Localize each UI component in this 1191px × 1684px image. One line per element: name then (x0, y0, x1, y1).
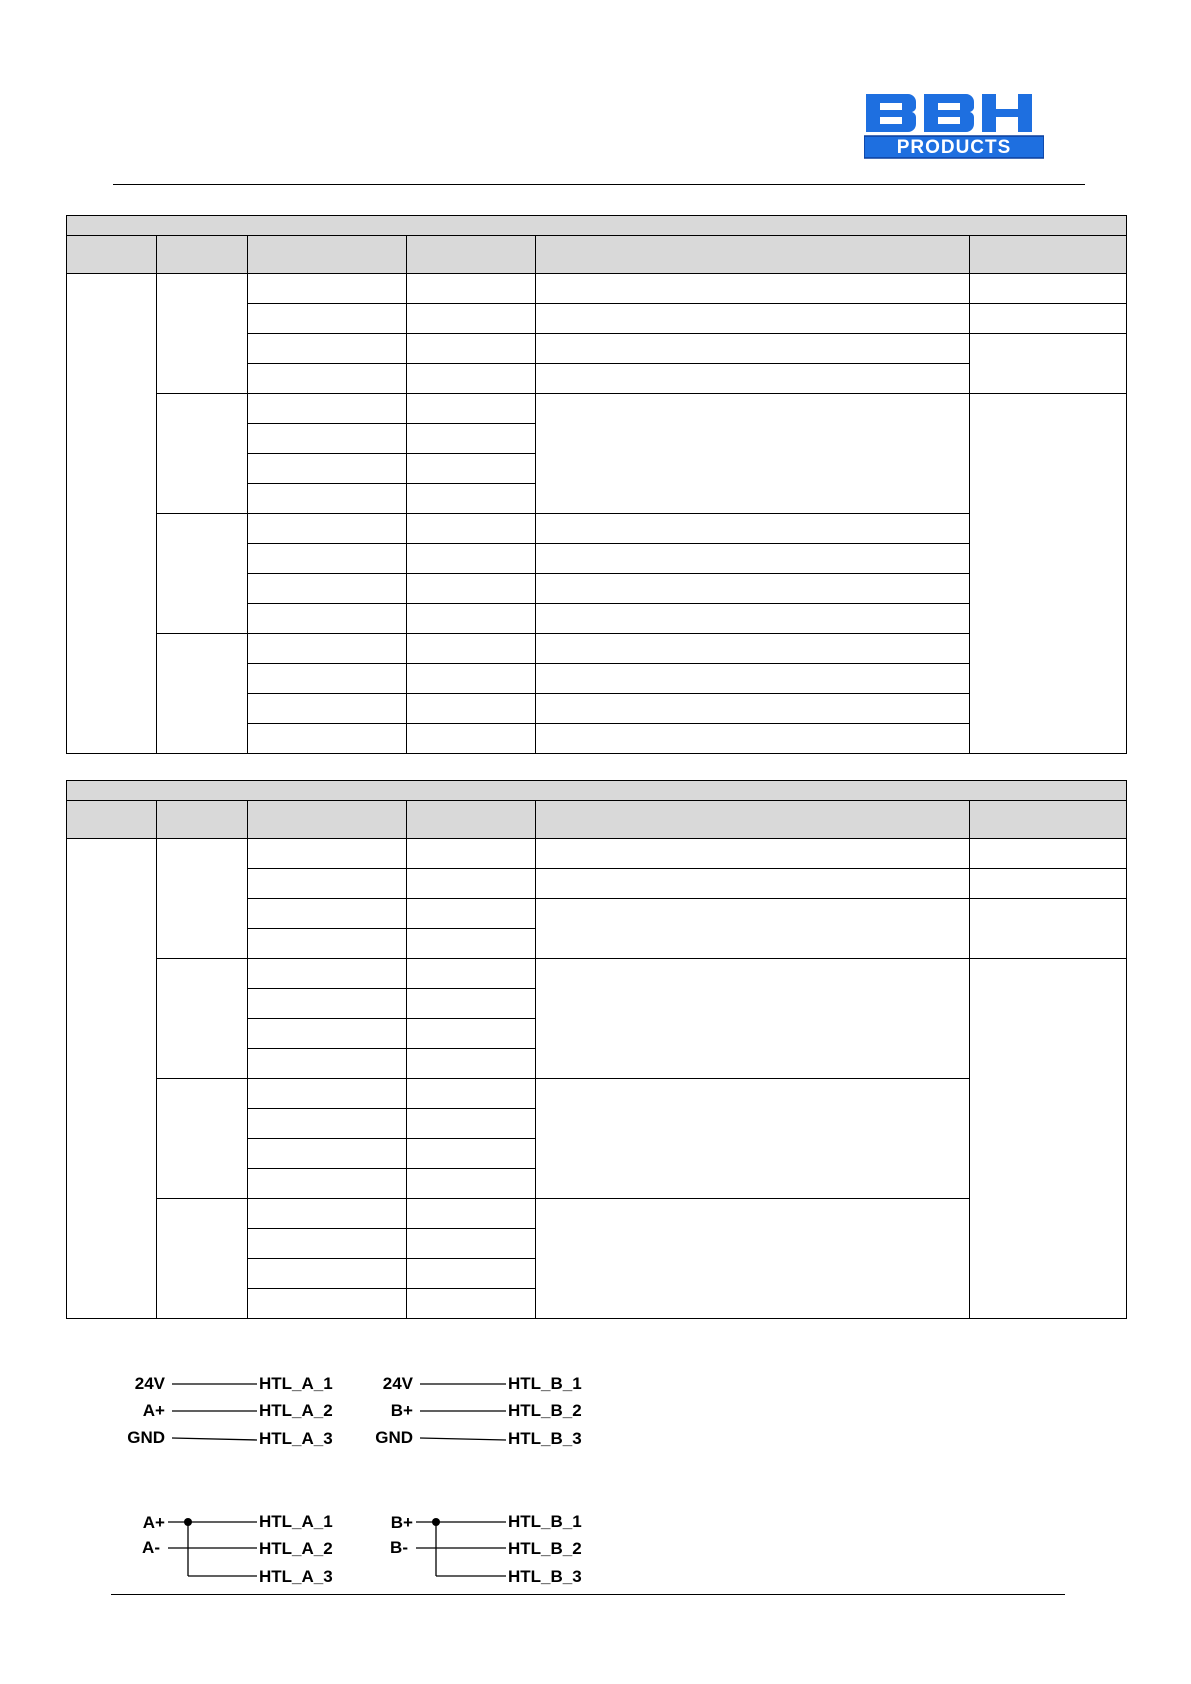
table-cell (157, 274, 248, 394)
htl-wiring-diagrams (0, 1340, 700, 1600)
terminal-label: HTL_A_2 (259, 1401, 333, 1420)
header-cell (536, 236, 970, 274)
table-title-bar (67, 781, 1127, 801)
terminal-label: HTL_B_2 (508, 1539, 582, 1558)
footer-rule (111, 1594, 1065, 1595)
note-cells (970, 274, 1127, 754)
terminal-label: HTL_A_2 (259, 1539, 333, 1558)
table-cell (67, 839, 157, 1319)
source-label: GND (375, 1428, 413, 1447)
header-cell (407, 236, 536, 274)
htl-b-single-ended (375, 1374, 581, 1448)
source-label: 24V (134, 1374, 165, 1393)
table-cell (157, 634, 248, 754)
header-cell (536, 801, 970, 839)
header-cell (157, 801, 248, 839)
table-cell (157, 959, 248, 1079)
terminal-label: HTL_B_3 (508, 1567, 582, 1586)
source-label: B+ (390, 1513, 413, 1532)
table-cell (157, 1079, 248, 1199)
htl-a-differential (142, 1512, 333, 1586)
source-label: 24V (382, 1374, 413, 1393)
header-cell (67, 236, 157, 274)
header-cell (970, 236, 1127, 274)
htl-b-differential (390, 1512, 582, 1586)
terminal-label: HTL_A_3 (259, 1429, 333, 1448)
bbh-products-logo (864, 92, 1044, 159)
header-cell (970, 801, 1127, 839)
terminal-label: HTL_B_2 (508, 1401, 582, 1420)
terminal-table-2 (66, 780, 1127, 1320)
header-rule (113, 184, 1085, 185)
terminal-label: HTL_A_3 (259, 1567, 333, 1586)
terminal-table-1 (66, 215, 1127, 755)
header-cell (67, 801, 157, 839)
header-cell (248, 236, 407, 274)
header-cell (407, 801, 536, 839)
description-cells (536, 839, 970, 1319)
junction-dot (184, 1518, 192, 1526)
table-cell (157, 1199, 248, 1319)
source-label: B+ (390, 1401, 413, 1420)
junction-dot (432, 1518, 440, 1526)
source-label: GND (127, 1428, 165, 1447)
table-title-bar (67, 216, 1127, 236)
table-cell (157, 514, 248, 634)
table-cell (157, 839, 248, 959)
table-rows (248, 839, 536, 1319)
source-label: A+ (142, 1513, 165, 1532)
terminal-label: HTL_A_1 (259, 1512, 333, 1531)
note-cells (970, 839, 1127, 1319)
terminal-label: HTL_B_3 (508, 1429, 582, 1448)
logo-products-text: PRODUCTS (896, 137, 1012, 158)
htl-a-single-ended (127, 1374, 332, 1448)
table-cell (67, 274, 157, 754)
terminal-label: HTL_A_1 (259, 1374, 333, 1393)
source-label: A+ (142, 1401, 165, 1420)
table-rows (248, 274, 536, 754)
terminal-label: HTL_B_1 (508, 1374, 582, 1393)
description-cells (536, 274, 970, 754)
header-cell (248, 801, 407, 839)
terminal-label: HTL_B_1 (508, 1512, 582, 1531)
table-cell (157, 394, 248, 514)
source-label: A- (142, 1538, 160, 1557)
header-cell (157, 236, 248, 274)
source-label: B- (390, 1538, 408, 1557)
